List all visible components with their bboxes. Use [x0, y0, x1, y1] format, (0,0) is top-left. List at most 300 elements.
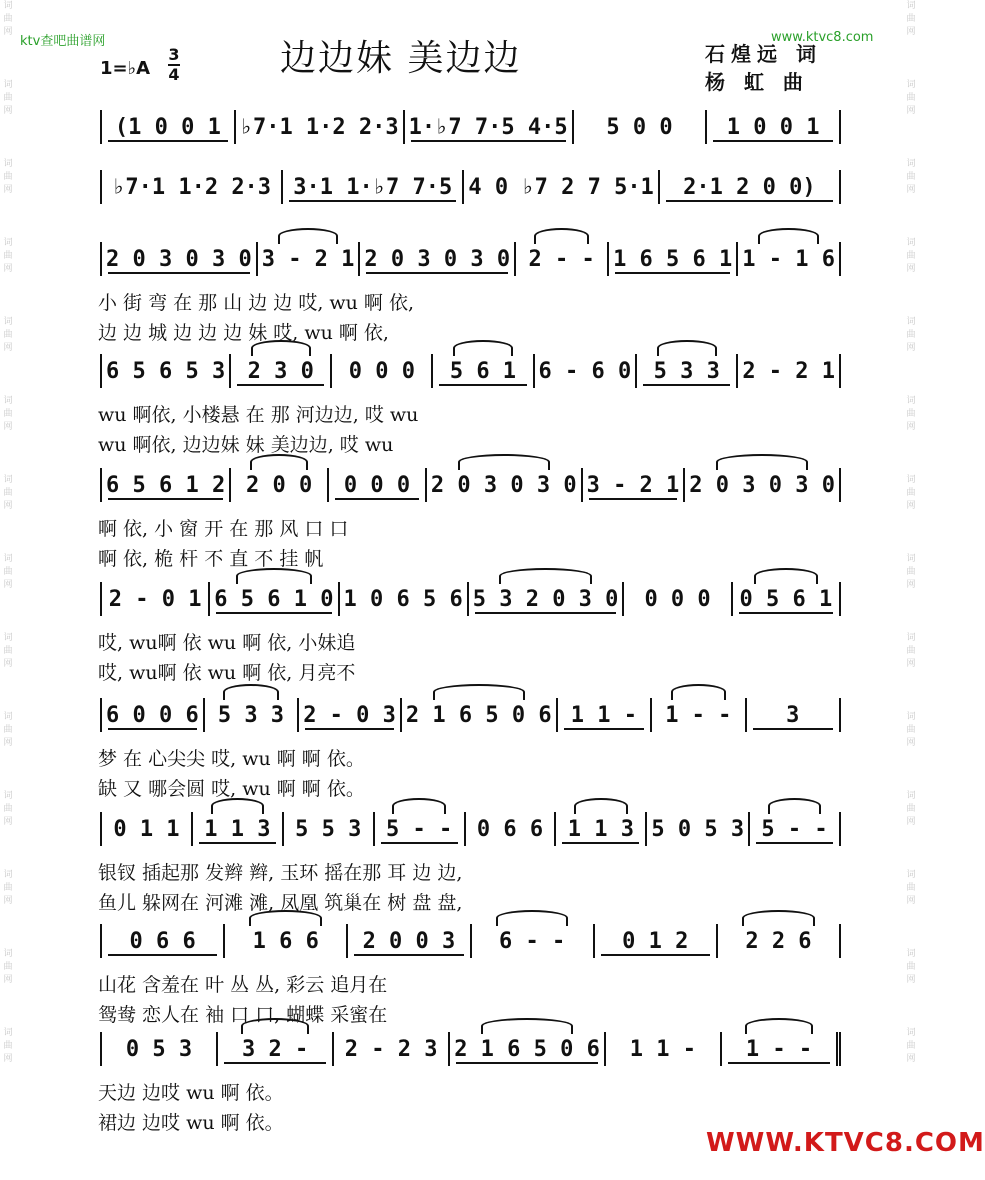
- site-url-top-right[interactable]: www.ktvc8.com: [771, 30, 874, 45]
- beam-underline: [739, 612, 833, 614]
- measure: [558, 698, 652, 732]
- measure: [193, 812, 284, 846]
- measure: [574, 110, 708, 144]
- staff-line-9: [100, 922, 841, 958]
- key-signature: 1=♭A: [100, 58, 151, 79]
- measure: [231, 468, 329, 502]
- watermark-char: 曲: [906, 883, 916, 893]
- measure-notes: 1 1 -: [570, 702, 637, 728]
- measure-notes: 6 0 0 6: [106, 702, 199, 728]
- measure-notes: 2 2 6: [745, 928, 812, 954]
- measure: [747, 698, 841, 732]
- measure-notes: 1 1 3: [204, 816, 271, 842]
- watermark-char: 网: [906, 501, 916, 511]
- watermark-char: 词: [3, 159, 13, 169]
- watermark-char: 词: [3, 80, 13, 90]
- watermark-char: 网: [906, 896, 916, 906]
- measure-notes: 2 0 0: [246, 472, 313, 498]
- beam-underline: [199, 842, 276, 844]
- measure: [100, 354, 231, 388]
- watermark-char: 词: [906, 949, 916, 959]
- staff-line-7: [100, 696, 841, 732]
- lyric-line-7-1: 梦 在 心尖尖 哎, wu 啊 啊 依。: [98, 748, 365, 770]
- measure: [738, 242, 841, 276]
- watermark-char: 曲: [906, 646, 916, 656]
- watermark-char: 网: [3, 975, 13, 985]
- slur-arc: [250, 454, 308, 470]
- measure: [472, 924, 595, 958]
- watermark-char: 曲: [3, 251, 13, 261]
- watermark-char: 曲: [906, 330, 916, 340]
- watermark-char: 曲: [906, 567, 916, 577]
- slur-arc: [481, 1018, 573, 1034]
- slur-arc: [433, 684, 525, 700]
- beam-underline: [411, 140, 566, 142]
- watermark-char: 曲: [906, 172, 916, 182]
- staff-line-3: [100, 240, 841, 276]
- beam-underline: [289, 200, 456, 202]
- watermark-char: 网: [906, 422, 916, 432]
- watermark-char: 网: [906, 106, 916, 116]
- staff-line-6: [100, 580, 841, 616]
- measure-notes: 2 1 6 5 0 6: [454, 1036, 600, 1062]
- slur-arc: [657, 340, 716, 356]
- staff-line-2: [100, 168, 841, 204]
- measure: [100, 924, 225, 958]
- watermark-char: 词: [3, 238, 13, 248]
- watermark-char: 曲: [3, 488, 13, 498]
- beam-underline: [224, 1062, 326, 1064]
- measure-notes: 6 5 6 1 2: [106, 472, 226, 498]
- watermark-char: 网: [3, 264, 13, 274]
- measure-notes: 1 1 3: [567, 816, 635, 842]
- slur-arc: [496, 910, 569, 926]
- measure-notes: 6 5 6 5 3: [106, 358, 226, 384]
- measure: [100, 812, 193, 846]
- watermark-char: 词: [906, 1028, 916, 1038]
- beam-underline: [108, 498, 223, 500]
- beam-underline: [108, 140, 228, 142]
- slur-arc: [754, 568, 818, 584]
- watermark-char: 网: [3, 185, 13, 195]
- measure: [258, 242, 361, 276]
- watermark-char: 曲: [3, 330, 13, 340]
- site-name-top-left[interactable]: ktv查吧曲谱网: [20, 34, 106, 49]
- time-signature-bottom: 4: [168, 65, 180, 84]
- beam-underline: [728, 1062, 830, 1064]
- measure: [718, 924, 841, 958]
- song-title: 边边妹 美边边: [280, 38, 522, 79]
- watermark-char: 词: [3, 1, 13, 11]
- measure-notes: 6 - -: [498, 928, 566, 954]
- watermark-char: 曲: [906, 93, 916, 103]
- measure: [329, 468, 427, 502]
- measure-notes: 2 - 2 3: [344, 1036, 438, 1062]
- watermark-char: 曲: [906, 962, 916, 972]
- measure-notes: 2 0 3 0 3 0: [430, 472, 577, 498]
- lyric-line-10-2: 裙边 边哎 wu 啊 依。: [98, 1112, 284, 1134]
- lyric-line-6-1: 哎, wu啊 依 wu 啊 依, 小妹追: [98, 632, 356, 654]
- slur-arc: [745, 1018, 813, 1034]
- measure: [535, 354, 638, 388]
- measure: [738, 354, 841, 388]
- measure: [583, 468, 686, 502]
- watermark-char: 网: [3, 106, 13, 116]
- measure: [405, 110, 574, 144]
- measure-notes: 5 5 3: [295, 816, 362, 842]
- watermark-char: 曲: [3, 172, 13, 182]
- measure-notes: 0 5 3: [125, 1036, 193, 1062]
- measure-notes: 2 - 0 3: [303, 702, 396, 728]
- measure-notes: 6 - 6 0: [538, 358, 632, 384]
- measure-notes: 5 3 3: [653, 358, 720, 384]
- watermark-char: 曲: [3, 883, 13, 893]
- watermark-char: 网: [906, 580, 916, 590]
- lyric-line-5-2: 啊 依, 桅 杆 不 直 不 挂 帆: [98, 548, 324, 570]
- staff-line-1: [100, 108, 841, 144]
- watermark-char: 网: [3, 580, 13, 590]
- measure: [205, 698, 299, 732]
- slur-arc: [223, 684, 279, 700]
- measure-notes: 0 0 0: [343, 472, 411, 498]
- measure: [433, 354, 534, 388]
- measure-notes: 5 - -: [386, 816, 453, 842]
- measure-notes: 0 1 2: [622, 928, 689, 954]
- watermark-char: 网: [3, 738, 13, 748]
- measure: [647, 812, 750, 846]
- watermark-char: 网: [906, 1054, 916, 1064]
- watermark-char: 网: [906, 975, 916, 985]
- watermark-char: 网: [906, 264, 916, 274]
- measure-notes: 5 3 2 0 3 0: [472, 586, 619, 612]
- slur-arc: [241, 1018, 309, 1034]
- measure-notes: 1 1 -: [629, 1036, 697, 1062]
- watermark-char: 词: [906, 159, 916, 169]
- measure: [334, 1032, 450, 1066]
- lyric-line-8-1: 银钗 插起那 发辫 辫, 玉环 摇在那 耳 边 边,: [98, 862, 463, 884]
- watermark-char: 曲: [3, 93, 13, 103]
- beam-underline: [335, 498, 419, 500]
- side-watermark-left: [0, 0, 16, 1180]
- measure: [360, 242, 516, 276]
- measure: [100, 582, 210, 616]
- measure: [100, 698, 205, 732]
- measure-notes: 3 - 2 1: [261, 246, 355, 272]
- measure-notes: 0 6 6: [476, 816, 544, 842]
- measure-notes: 1 0 6 5 6: [343, 586, 463, 612]
- watermark-char: 词: [906, 396, 916, 406]
- measure-notes: 2 3 0: [247, 358, 314, 384]
- watermark-char: 词: [906, 317, 916, 327]
- measure: [225, 924, 348, 958]
- measure-notes: 4 0 ♭7 2 7 5·1: [468, 174, 654, 200]
- time-signature-top: 3: [168, 45, 180, 64]
- lyric-line-3-1: 小 街 弯 在 那 山 边 边 哎, wu 啊 依,: [98, 292, 415, 314]
- measure-notes: 2·1 2 0 0): [683, 174, 816, 200]
- measure: [466, 812, 557, 846]
- measure-notes: 3·1 1·♭7 7·5: [293, 174, 453, 200]
- measure: [685, 468, 841, 502]
- side-watermark-right: [903, 0, 919, 1180]
- watermark-char: 词: [906, 791, 916, 801]
- watermark-char: 网: [3, 343, 13, 353]
- lyric-line-6-2: 哎, wu啊 依 wu 啊 依, 月亮不: [98, 662, 356, 684]
- measure: [340, 582, 469, 616]
- measure-notes: 2 - 2 1: [742, 358, 836, 384]
- watermark-char: 曲: [3, 725, 13, 735]
- measure-notes: 0 0 0: [348, 358, 415, 384]
- slur-arc: [671, 684, 727, 700]
- watermark-char: 网: [3, 659, 13, 669]
- measure: [556, 812, 647, 846]
- beam-underline: [756, 842, 833, 844]
- watermark-char: 网: [3, 896, 13, 906]
- watermark-char: 词: [3, 1028, 13, 1038]
- measure: [100, 468, 231, 502]
- watermark-char: 曲: [3, 804, 13, 814]
- measure-notes: 2 - -: [528, 246, 595, 272]
- measure-notes: 2 0 3 0 3 0: [364, 246, 511, 272]
- slur-arc: [211, 798, 264, 814]
- watermark-char: 网: [3, 27, 13, 37]
- measure: [722, 1032, 841, 1066]
- lyric-line-9-2: 鸳鸯 恋人在 袖 口 口, 蝴蝶 采蜜在: [98, 1004, 388, 1026]
- measure: [299, 698, 402, 732]
- measure-notes: 1 6 6: [252, 928, 319, 954]
- watermark-char: 曲: [906, 409, 916, 419]
- time-signature: [168, 46, 180, 84]
- measure: [450, 1032, 606, 1066]
- measure-notes: 1 0 0 1: [726, 114, 820, 140]
- lyricist-credit: 石煌远 词: [705, 42, 822, 66]
- watermark-char: 曲: [3, 14, 13, 24]
- beam-underline: [601, 954, 710, 956]
- measure: [236, 110, 405, 144]
- measure: [332, 354, 433, 388]
- beam-underline: [562, 842, 639, 844]
- lyric-line-7-2: 缺 又 哪会圆 哎, wu 啊 啊 依。: [98, 778, 365, 800]
- lyric-line-3-2: 边 边 城 边 边 边 妹 哎, wu 啊 依,: [98, 322, 389, 344]
- measure-notes: 6 5 6 1 0: [214, 586, 334, 612]
- slur-arc: [458, 454, 550, 470]
- watermark-char: 词: [906, 870, 916, 880]
- measure-notes: 5 - -: [761, 816, 828, 842]
- measure: [733, 582, 841, 616]
- staff-line-4: [100, 352, 841, 388]
- slur-arc: [768, 798, 821, 814]
- lyric-line-9-1: 山花 含羞在 叶 丛 丛, 彩云 追月在: [98, 974, 388, 996]
- watermark-char: 词: [3, 712, 13, 722]
- staff-line-8: [100, 810, 841, 846]
- beam-underline: [666, 200, 833, 202]
- measure-notes: ♭7·1 1·2 2·3: [112, 174, 272, 200]
- watermark-char: 曲: [906, 488, 916, 498]
- measure: [284, 812, 375, 846]
- measure: [375, 812, 466, 846]
- watermark-char: 词: [3, 317, 13, 327]
- beam-underline: [564, 728, 644, 730]
- lyric-line-4-1: wu 啊依, 小楼悬 在 那 河边边, 哎 wu: [98, 404, 419, 426]
- measure: [606, 1032, 722, 1066]
- watermark-char: 词: [3, 870, 13, 880]
- beam-underline: [439, 384, 526, 386]
- beam-underline: [475, 612, 617, 614]
- watermark-char: 曲: [906, 804, 916, 814]
- watermark-char: 网: [3, 817, 13, 827]
- watermark-char: 网: [906, 738, 916, 748]
- measure-notes: 2 0 3 0 3 0: [689, 472, 835, 498]
- measure: [660, 170, 841, 204]
- watermark-char: 曲: [3, 409, 13, 419]
- measure: [218, 1032, 334, 1066]
- measure-notes: 5 3 3: [217, 702, 285, 728]
- beam-underline: [381, 842, 458, 844]
- watermark-char: 曲: [3, 646, 13, 656]
- slur-arc: [251, 340, 310, 356]
- watermark-char: 曲: [906, 1041, 916, 1051]
- measure-notes: 3: [786, 702, 800, 728]
- measure-notes: 0 0 0: [644, 586, 711, 612]
- watermark-char: 词: [906, 80, 916, 90]
- measure: [283, 170, 464, 204]
- beam-underline: [456, 1062, 598, 1064]
- slur-arc: [758, 228, 818, 244]
- watermark-char: 词: [906, 475, 916, 485]
- site-url-bottom[interactable]: WWW.KTVC8.COM: [706, 1128, 985, 1158]
- measure: [100, 1032, 218, 1066]
- measure: [707, 110, 841, 144]
- measure: [516, 242, 609, 276]
- measure-notes: 1·♭7 7·5 4·5: [408, 114, 568, 140]
- measure-notes: 1 - -: [665, 702, 732, 728]
- measure: [231, 354, 332, 388]
- measure-notes: 3 2 -: [241, 1036, 309, 1062]
- measure: [750, 812, 841, 846]
- lyric-line-10-1: 天边 边哎 wu 啊 依。: [98, 1082, 284, 1104]
- slur-arc: [392, 798, 445, 814]
- composer-credit: 杨 虹 曲: [705, 70, 809, 94]
- watermark-char: 曲: [906, 14, 916, 24]
- watermark-char: 网: [3, 501, 13, 511]
- slur-arc: [453, 340, 512, 356]
- lyric-line-5-1: 啊 依, 小 窗 开 在 那 风 口 口: [98, 518, 349, 540]
- measure-notes: 1 6 5 6 1: [613, 246, 733, 272]
- slur-arc: [574, 798, 627, 814]
- beam-underline: [216, 612, 331, 614]
- beam-underline: [615, 272, 730, 274]
- measure: [469, 582, 625, 616]
- watermark-char: 词: [3, 475, 13, 485]
- slur-arc: [236, 568, 312, 584]
- watermark-char: 词: [906, 238, 916, 248]
- beam-underline: [589, 498, 678, 500]
- watermark-char: 词: [3, 554, 13, 564]
- beam-underline: [366, 272, 508, 274]
- measure-notes: 5 0 0: [606, 114, 673, 140]
- measure: [652, 698, 746, 732]
- watermark-char: 网: [906, 659, 916, 669]
- lyric-line-4-2: wu 啊依, 边边妹 妹 美边边, 哎 wu: [98, 434, 394, 456]
- measure: [100, 170, 283, 204]
- measure-notes: ♭7·1 1·2 2·3: [239, 114, 399, 140]
- measure-notes: 3 - 2 1: [586, 472, 680, 498]
- watermark-char: 网: [906, 817, 916, 827]
- measure-notes: 2 1 6 5 0 6: [405, 702, 552, 728]
- watermark-char: 曲: [906, 725, 916, 735]
- watermark-char: 曲: [3, 962, 13, 972]
- watermark-char: 词: [3, 791, 13, 801]
- watermark-char: 词: [906, 1, 916, 11]
- watermark-char: 网: [906, 343, 916, 353]
- measure: [637, 354, 738, 388]
- watermark-char: 网: [3, 1054, 13, 1064]
- measure: [464, 170, 659, 204]
- watermark-char: 词: [906, 712, 916, 722]
- slur-arc: [716, 454, 808, 470]
- watermark-char: 网: [906, 27, 916, 37]
- slur-arc: [249, 910, 322, 926]
- measure-notes: 5 6 1: [449, 358, 517, 384]
- beam-underline: [643, 384, 730, 386]
- measure: [348, 924, 471, 958]
- staff-line-10: [100, 1030, 841, 1066]
- slur-arc: [499, 568, 591, 584]
- measure: [427, 468, 583, 502]
- measure: [624, 582, 732, 616]
- measure: [100, 242, 258, 276]
- measure-notes: 0 5 6 1: [739, 586, 833, 612]
- watermark-char: 曲: [3, 567, 13, 577]
- watermark-char: 词: [3, 396, 13, 406]
- watermark-char: 词: [906, 554, 916, 564]
- watermark-char: 词: [3, 949, 13, 959]
- measure: [402, 698, 558, 732]
- beam-underline: [753, 728, 833, 730]
- watermark-char: 词: [906, 633, 916, 643]
- staff-line-5: [100, 466, 841, 502]
- measure-notes: (1 0 0 1: [114, 114, 221, 140]
- measure-notes: 2 0 0 3: [362, 928, 456, 954]
- watermark-char: 词: [3, 633, 13, 643]
- measure: [210, 582, 339, 616]
- measure-notes: 5 0 5 3: [651, 816, 745, 842]
- measure-notes: 1 - -: [745, 1036, 813, 1062]
- beam-underline: [108, 272, 250, 274]
- beam-underline: [713, 140, 833, 142]
- beam-underline: [108, 728, 197, 730]
- slur-arc: [278, 228, 338, 244]
- watermark-char: 网: [906, 185, 916, 195]
- measure: [609, 242, 738, 276]
- beam-underline: [305, 728, 394, 730]
- measure-notes: 2 0 3 0 3 0: [106, 246, 252, 272]
- watermark-char: 网: [3, 422, 13, 432]
- measure-notes: 2 - 0 1: [108, 586, 202, 612]
- beam-underline: [354, 954, 463, 956]
- lyric-line-8-2: 鱼儿 躲网在 河滩 滩, 凤凰 筑巢在 树 盘 盘,: [98, 892, 463, 914]
- watermark-char: 曲: [906, 251, 916, 261]
- slur-arc: [534, 228, 589, 244]
- beam-underline: [108, 954, 217, 956]
- watermark-char: 曲: [3, 1041, 13, 1051]
- measure: [100, 110, 236, 144]
- slur-arc: [742, 910, 815, 926]
- measure: [595, 924, 718, 958]
- beam-underline: [237, 384, 324, 386]
- measure-notes: 0 1 1: [113, 816, 180, 842]
- measure-notes: 0 6 6: [129, 928, 196, 954]
- measure-notes: 1 - 1 6: [742, 246, 835, 272]
